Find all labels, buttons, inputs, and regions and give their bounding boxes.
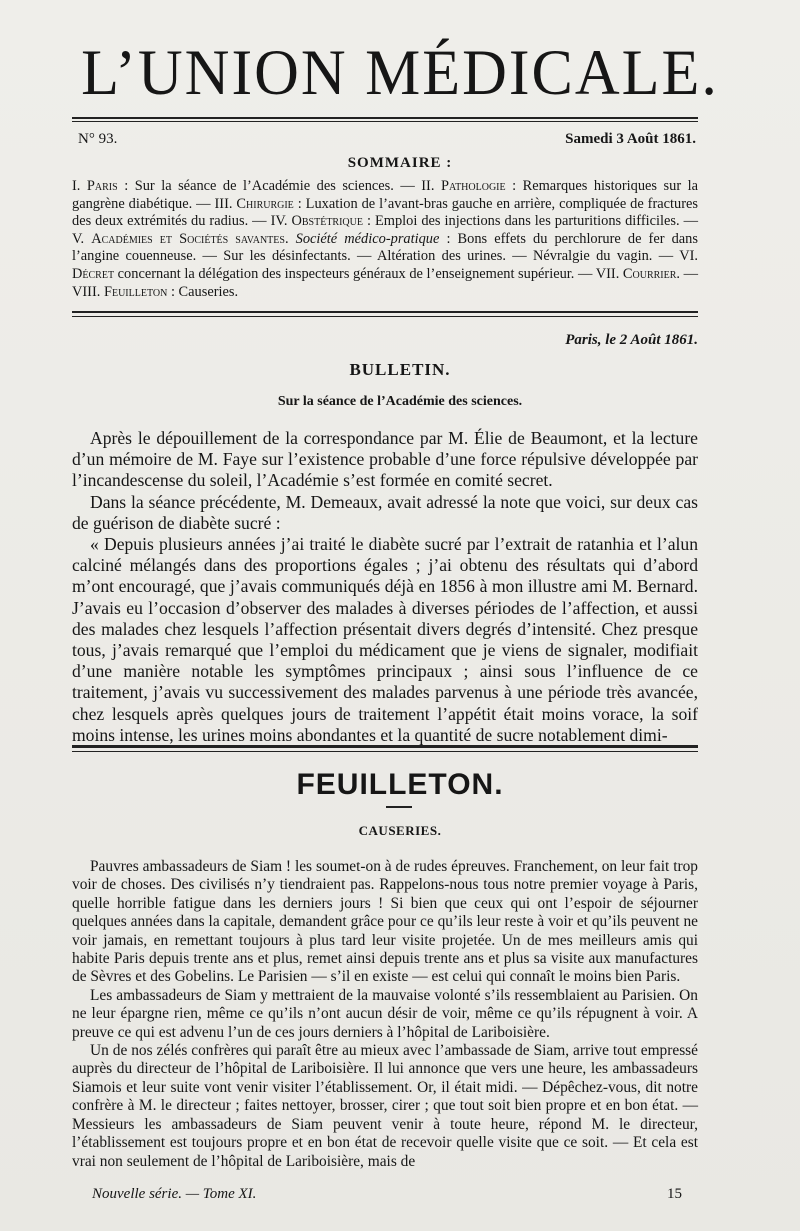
section-rule [72, 311, 698, 313]
bulletin-subtitle: Sur la séance de l’Académie des sciences. [277, 394, 523, 409]
sommaire-rubric: Pathologie [440, 178, 506, 194]
feuilleton-rule-thin [72, 751, 698, 752]
bulletin-title: BULLETIN. [349, 360, 451, 379]
page-number: 15 [667, 1186, 682, 1202]
section-rule-thin [72, 316, 698, 317]
sommaire-text-run: : Emploi des injections dans les parturitions difficiles. — V. [72, 213, 698, 247]
sommaire-rubric: Académies et Sociétés savantes [91, 230, 285, 247]
feuilleton-paragraph: Les ambassadeurs de Siam y mettraient de la mauvaise volonté s’ils ressemblaient au Parisien. On ne leur épargne rien, même ce qu’ils n’ont aucun désir de voir, même ce qu’ils répugnent à voir. A preuve ce qui est advenu l’un de ces jours derniers à l’hôpital de Lariboisière. [72, 986, 698, 1041]
series-label: Nouvelle série. — Tome XI. [92, 1186, 257, 1202]
sommaire-rubric: Décret [72, 265, 115, 282]
sommaire-text-run: : Luxation de l’avant-bras gauche en arrière, compliquée de fractures des deux extrémités du radius. — IV. [72, 195, 699, 230]
feuilleton-paragraph: Pauvres ambassadeurs de Siam ! les soumet-on à de rudes épreuves. Franchement, on leur fait trop voir de choses. Des civilisés n’y tiendraient pas. Rappelons-nous tous notre premier voyage à Paris, quelle horrible fatigue dans les derniers jours ! Si bien que ceux qui ont l’espoir de séjourner quelques années dans la capitale, demandent grâce pour ce qu’ils leur reste à voir et qu’ils peuvent ne voir jamais, en remettant toujours à plus tard leur visite projetée. Un de mes meilleurs amis qui habite Paris depuis trente ans et plus, remet ainsi depuis trente ans et plus sa visite aux manufactures de Sèvres et des Gobelins. Le Parisien — s’il en existe — est celui qui connaît le moins bien Paris. [72, 858, 698, 986]
sommaire-rubric: Société médico-pratique [295, 230, 440, 247]
sommaire-rubric: Paris [86, 178, 118, 194]
sommaire-text-run: . — VIII. [72, 265, 698, 300]
bulletin-paragraph: Dans la séance précédente, M. Demeaux, avait adressé la note que voici, sur deux cas de guérison de diabète sucré : [72, 491, 698, 533]
bulletin-paragraph: Après le dépouillement de la correspondance par M. Élie de Beaumont, et la lecture d’un mémoire de M. Faye sur l’existence probable d’une force répulsive développée par l’incandescense du soleil, l’Académie s’est formée en comité secret. [72, 428, 698, 491]
sommaire-title: SOMMAIRE : [347, 155, 453, 171]
sommaire-rubric: Courrier [622, 265, 677, 282]
sommaire-text-run: : Remarques historiques sur la gangrène diabétique. — III. [72, 178, 698, 212]
masthead-rule-thin [72, 121, 698, 122]
sommaire-text-run: I. [72, 178, 87, 194]
sommaire-rubric: Chirurgie [236, 195, 294, 212]
bulletin-body [72, 428, 698, 746]
masthead-rule [72, 117, 698, 119]
feuilleton-body [72, 858, 698, 1171]
sommaire-text-run: : Bons effets du perchlorure de fer dans l’angine couenneuse. — Sur les désinfectants. — Altération des urines. — Névralgie du vagin. — VI. [72, 230, 698, 265]
bulletin-paragraph: « Depuis plusieurs années j’ai traité le diabète sucré par l’extrait de ratanhia et l’alun calciné mélangés dans des proportions égales ; j’ai obtenu des résultats qui d’abord m’ont encouragé, que j’avais communiqués déjà en 1856 à mon illustre ami M. Bernard. J’avais eu l’occasion d’observer des malades à diverses périodes de l’affection, et aussi des malades chez lesquels l’affection présentait divers degrés d’intensité. Chez presque tous, j’avais remarqué que l’emploi du médicament que je viens de signaler, modifiait d’une manière notable les symptômes principaux ; ainsi sous l’influence de ce traitement, j’avais vu successivement des malades parvenus à une période très avancée, chez lesquels après quelques jours de traitement l’appétit était moins vorace, la soif moins intense, les urines moins abondantes et la quantité de sucre notablement dimi- [72, 534, 698, 745]
page-footer [92, 1186, 682, 1206]
sommaire-text-run: concernant la délégation des inspecteurs généraux de l’enseignement supérieur. — VII. [114, 265, 623, 282]
sommaire-rubric: Feuilleton [103, 283, 168, 300]
feuilleton-subtitle: CAUSERIES. [358, 823, 442, 838]
issue-line [78, 131, 696, 151]
sommaire-text-run: : Sur la séance de l’Académie des sciences. — II. [117, 178, 441, 194]
sommaire-text [72, 178, 698, 301]
sommaire-text-run: . [284, 230, 296, 247]
feuilleton-rule [72, 745, 698, 748]
feuilleton-title: FEUILLETON. [296, 768, 504, 801]
title-dash [386, 806, 412, 808]
masthead-title: L’UNION MÉDICALE. [81, 37, 719, 109]
issue-date: Samedi 3 Août 1861. [565, 131, 696, 147]
issue-number: N° 93. [78, 131, 118, 147]
bulletin-place-date: Paris, le 2 Août 1861. [565, 332, 698, 348]
sommaire-rubric: Obstétrique [291, 213, 363, 230]
feuilleton-paragraph: Un de nos zélés confrères qui paraît être au mieux avec l’ambassade de Siam, arrive tout empressé auprès du directeur de l’hôpital de Lariboisière. Il lui annonce que vers une heure, les ambassadeurs Siamois et leur suite vont venir visiter l’établissement. Or, il était midi. — Dépêchez-vous, dit notre confrère à M. le directeur ; faites nettoyer, brosser, cirer ; que tout soit bien propre et en bon état. — Messieurs les ambassadeurs de Siam peuvent venir à toute heure, répond M. le directeur, l’établissement est toujours propre et en bon état de recevoir quelle visite que ce soit. — Et cela est vrai non seulement de l’hôpital de Lariboisière, mais de [72, 1042, 698, 1170]
sommaire-text-run: : Causeries. [167, 283, 239, 300]
